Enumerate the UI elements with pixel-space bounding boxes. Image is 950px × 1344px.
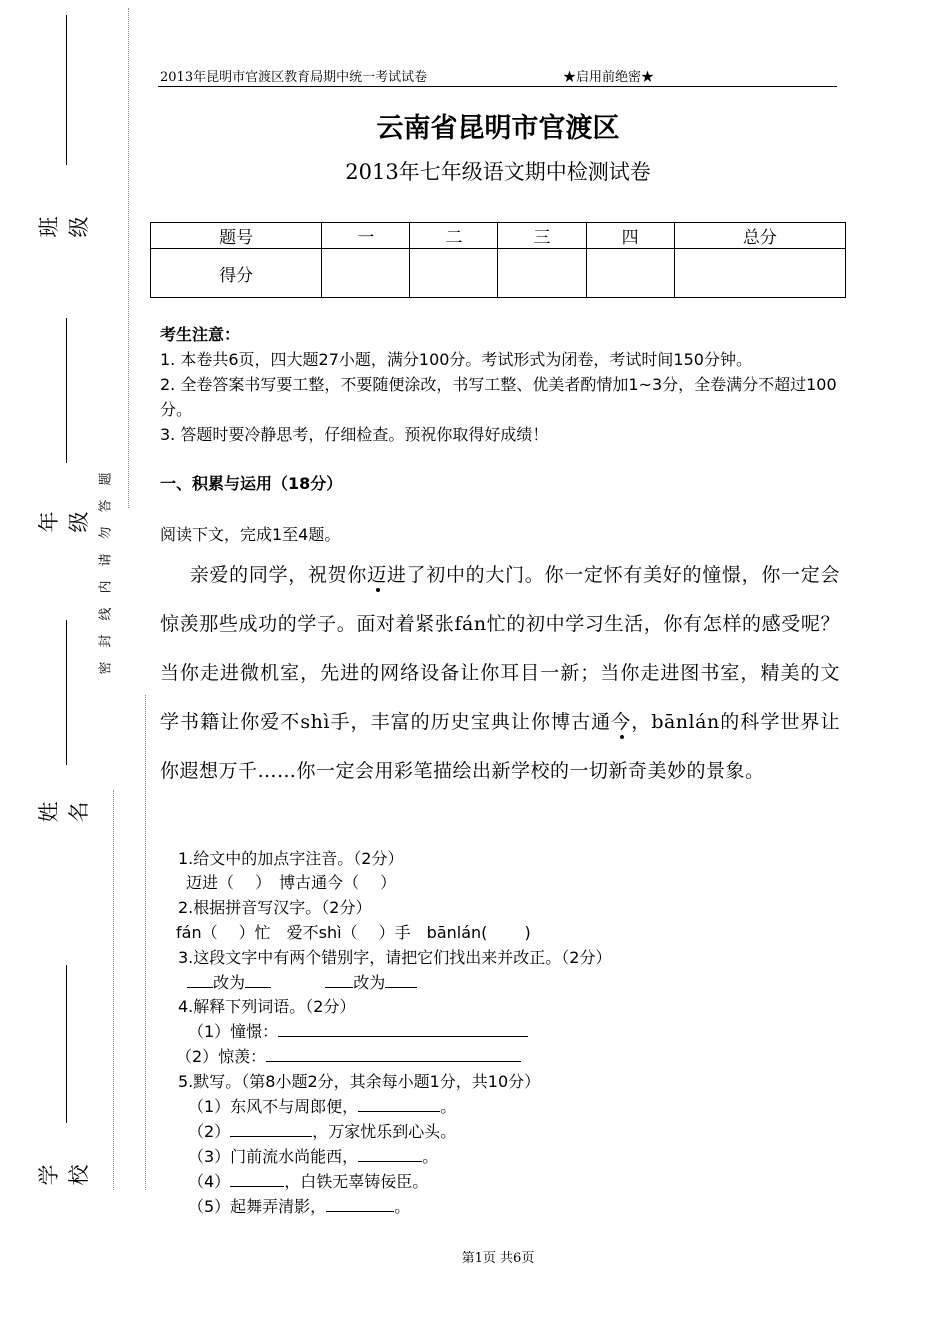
- answer-blank[interactable]: [358, 1095, 440, 1112]
- seal-notice: 密封线内请勿答题: [98, 458, 114, 675]
- name-label: 姓 名: [37, 780, 91, 823]
- dotted-char-jin: 今: [611, 711, 632, 733]
- question-5-3: （3）门前流水尚能西， 。: [188, 1147, 439, 1166]
- reading-instruction: 阅读下文，完成1至4题。: [160, 525, 341, 544]
- answer-blank[interactable]: [187, 971, 213, 988]
- question-3-answers[interactable]: 改为 改为: [187, 970, 417, 993]
- question-3: 3.这段文字中有两个错别字，请把它们找出来并改正。（2分）: [178, 948, 612, 967]
- page-footer: 第1页 共6页: [461, 1251, 535, 1266]
- binding-line-inner: [113, 790, 114, 1190]
- header-cell: 三: [498, 223, 586, 249]
- question-5-2: （2） ，万家忧乐到心头。: [188, 1122, 457, 1141]
- question-1: 1.给文中的加点字注音。（2分）: [178, 849, 404, 868]
- dotted-char-mai: 迈: [367, 564, 387, 586]
- header-cell: 二: [410, 223, 498, 249]
- question-4-2: （2）惊羡：: [176, 1044, 521, 1067]
- school-blank-line: [66, 965, 67, 1123]
- answer-blank[interactable]: [245, 971, 271, 988]
- answer-blank[interactable]: [266, 1045, 521, 1062]
- answer-blank[interactable]: [325, 971, 353, 988]
- score-cell[interactable]: [322, 249, 410, 298]
- answer-blank[interactable]: [278, 1020, 528, 1037]
- question-5-5: （5）起舞弄清影， 。: [188, 1197, 411, 1216]
- score-cell[interactable]: [586, 249, 674, 298]
- school-label: 学 校: [37, 1143, 91, 1186]
- reading-passage: [160, 551, 840, 796]
- class-label: 班 级: [37, 195, 91, 238]
- header-confidential: ★启用前绝密★: [563, 70, 655, 85]
- header-exam-name: 2013年昆明市官渡区教育局期中统一考试试卷: [160, 70, 428, 85]
- binding-line-mid: [145, 695, 146, 1190]
- note-item: 1. 本卷共6页，四大题27小题，满分100分。考试形式为闭卷，考试时间150分钟。: [160, 350, 752, 369]
- question-4-1: （1）憧憬：: [188, 1019, 528, 1042]
- score-table: [150, 222, 846, 298]
- answer-blank[interactable]: [358, 1145, 422, 1162]
- header-cell: 总分: [674, 223, 845, 249]
- question-5: 5.默写。（第8小题2分，其余每小题1分，共10分）: [178, 1072, 541, 1091]
- question-2-answers[interactable]: fán（ ）忙 爱不shì（ ）手 bānlán( ): [176, 923, 531, 942]
- score-table-score-row: [151, 249, 846, 298]
- page-title: 云南省昆明市官渡区: [376, 113, 620, 144]
- grade-label: 年 级: [37, 490, 91, 533]
- score-cell[interactable]: [498, 249, 586, 298]
- score-row-label: 得分: [151, 249, 322, 298]
- answer-blank[interactable]: [326, 1195, 394, 1212]
- class-blank-line: [66, 15, 67, 165]
- question-5-4: （4） ，白铁无辜铸佞臣。: [188, 1172, 429, 1191]
- section-heading: 一、积累与运用（18分）: [160, 474, 343, 493]
- name-blank-line: [66, 620, 67, 765]
- question-1-answers[interactable]: 迈进（ ） 博古通今（ ）: [186, 873, 397, 892]
- notes-heading: 考生注意：: [160, 325, 241, 344]
- binding-line-outer: [128, 8, 129, 508]
- header-rule: [158, 86, 837, 87]
- header-cell: 题号: [151, 223, 322, 249]
- grade-blank-line: [66, 318, 67, 463]
- note-item: 3. 答题时要冷静思考，仔细检查。预祝你取得好成绩！: [160, 425, 549, 444]
- score-cell[interactable]: [674, 249, 845, 298]
- answer-blank[interactable]: [230, 1170, 284, 1187]
- passage-paragraph: 亲爱的同学，祝贺你迈进了初中的大门。你一定怀有美好的憧憬，你一定会惊羡那些成功的学子。面对着紧张fán忙的初中学习生活，你有怎样的感受呢？当你走进微机室，先进的网络设备让你耳目一新；当你走进图书室，精美的文学书籍让你爱不shì手，丰富的历史宝典让你博古通今，bānlán的科学世界让你遐想万千……你一定会用彩笔描绘出新学校的一切新奇美妙的景象。: [160, 564, 840, 782]
- score-cell[interactable]: [410, 249, 498, 298]
- exam-notes: [160, 322, 850, 447]
- answer-blank[interactable]: [385, 971, 417, 988]
- question-4: 4.解释下列词语。（2分）: [178, 997, 356, 1016]
- header-cell: 四: [586, 223, 674, 249]
- question-5-1: （1）东风不与周郎便， 。: [188, 1097, 457, 1116]
- answer-blank[interactable]: [230, 1120, 312, 1137]
- page-subtitle: 2013年七年级语文期中检测试卷: [345, 160, 651, 184]
- question-2: 2.根据拼音写汉字。（2分）: [178, 898, 372, 917]
- score-table-header-row: [151, 223, 846, 249]
- note-item: 2. 全卷答案书写要工整，不要随便涂改，书写工整、优美者酌情加1~3分，全卷满分不超过100分。: [160, 375, 837, 419]
- header-cell: 一: [322, 223, 410, 249]
